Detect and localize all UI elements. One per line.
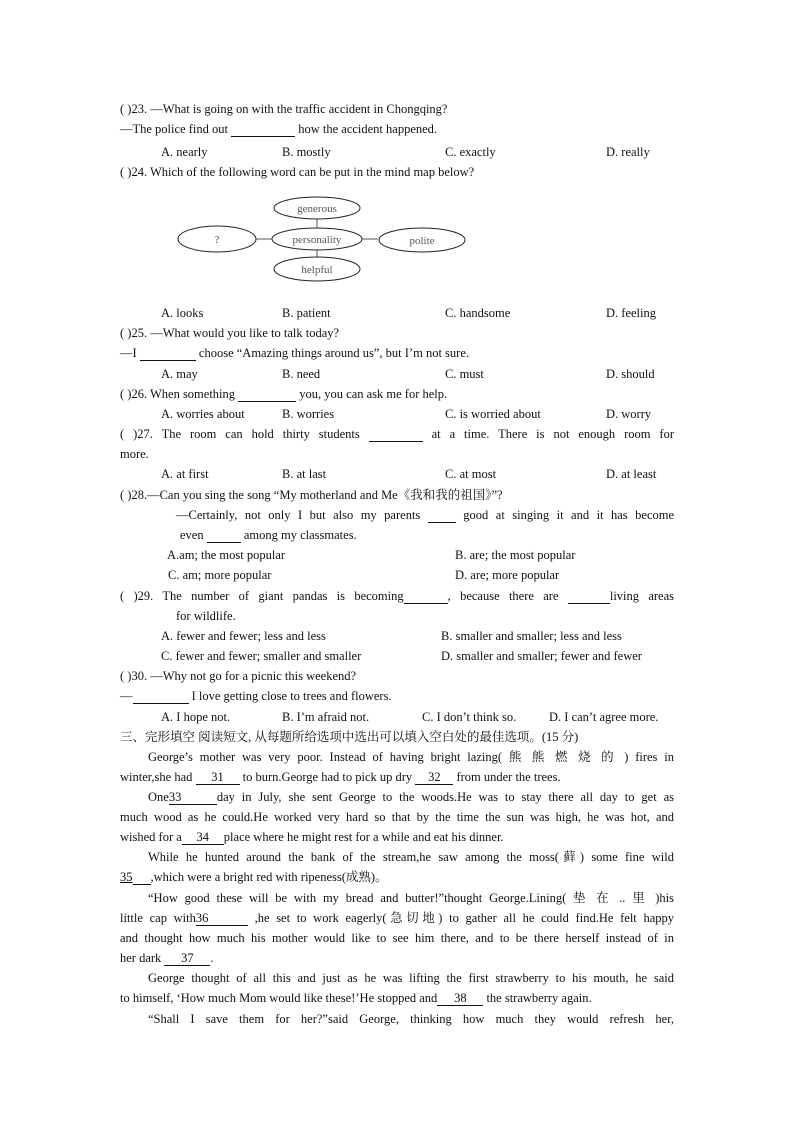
q27-option-c: C. at most — [445, 467, 497, 481]
q27-option-d: D. at least — [606, 467, 657, 481]
q24-option-c: C. handsome — [445, 306, 511, 320]
mind-map — [176, 193, 468, 283]
q30-reply-post: I love getting close to trees and flowers. — [191, 689, 392, 703]
q27-stem-cont: more. — [120, 447, 149, 461]
q28-reply-line1 — [176, 507, 674, 523]
passage-p1-line2-mid: to burn.George had to pick up dry — [242, 770, 413, 784]
q28-reply-line2 — [180, 527, 357, 543]
q29-stem-pre: ( )29. The number of giant pandas is becoming — [120, 589, 404, 603]
q27-blank — [369, 428, 423, 442]
passage-p4-line4-post: . — [210, 951, 214, 965]
passage-p1-line2-pre: winter,she had — [120, 770, 193, 784]
q29-option-b: B. smaller and smaller; less and less — [441, 629, 622, 643]
q30-option-d: D. I can’t agree more. — [549, 710, 659, 724]
blank-37: 37 — [164, 952, 210, 966]
q28-stem: ( )28.—Can you sing the song “My motherland and Me《我和我的祖国》”? — [120, 488, 503, 502]
mind-map-label-left: ? — [214, 234, 220, 246]
blank-35: 35 — [120, 870, 133, 884]
passage-p4-line4 — [120, 950, 214, 966]
q28-option-d: D. are; more popular — [455, 568, 560, 582]
q23-blank — [231, 123, 295, 137]
q30-stem: ( )30. —Why not go for a picnic this weekend? — [120, 669, 357, 683]
passage-p1-line1: George’s mother was very poor. Instead of having bright lazing( 熊 熊 燃 烧 的 ) fires in — [148, 750, 674, 764]
q29-option-c: C. fewer and fewer; smaller and smaller — [161, 649, 362, 663]
mind-map-label-top: generous — [297, 203, 337, 215]
q29-stem-cont: for wildlife. — [176, 609, 236, 623]
passage-p1-line2-post: from under the trees. — [456, 770, 561, 784]
q28-option-a: A.am; the most popular — [167, 548, 286, 562]
passage-p2-line1-post: day in July, she sent George to the woods.He was to stay there all day to get as — [216, 790, 674, 804]
blank-31: 31 — [196, 771, 240, 785]
passage-p4-line3: and thought how much his mother would like to see him there, and to be there herself instead of in — [120, 931, 674, 945]
passage-p2-line2: much wood as he could.He worked very hard so that by the time the sun was high, he was hot, and — [120, 810, 674, 824]
passage-p2-line1 — [148, 789, 674, 805]
passage-p3-line1: While he hunted around the bank of the stream,he saw among the moss(藓) some fine wild — [148, 850, 674, 864]
q28-reply2-pre: even — [180, 528, 204, 542]
q29-blank-1 — [404, 590, 448, 604]
q27-stem-pre: ( )27. The room can hold thirty students — [120, 427, 360, 441]
q23-reply — [120, 121, 437, 137]
q29-blank-2 — [568, 590, 610, 604]
passage-p4-line2-post: ,he set to work eagerly(急切地) to gather all he could find.He felt happy — [254, 911, 675, 925]
q30-blank — [133, 690, 189, 704]
passage-p3-line2-post: ,which were a bright red with ripeness(成熟)。 — [150, 870, 388, 884]
q24-stem: ( )24. Which of the following word can be put in the mind map below? — [120, 165, 475, 179]
q30-reply — [120, 688, 392, 704]
mind-map-label-center: personality — [292, 234, 342, 246]
q23-reply-post: how the accident happened. — [298, 122, 438, 136]
passage-p4-line2 — [120, 910, 674, 926]
q30-reply-pre: — — [120, 689, 133, 703]
q23-stem: ( )23. —What is going on with the traffic accident in Chongqing? — [120, 102, 448, 116]
blank-36: 36 — [196, 912, 248, 926]
q26-stem-pre: ( )26. When something — [120, 387, 236, 401]
q25-option-c: C. must — [445, 367, 484, 381]
q28-blank-1 — [428, 509, 456, 523]
blank-33: 33 — [169, 791, 217, 805]
passage-p6-line1: “Shall I save them for her?”said George, thinking how much they would refresh her, — [148, 1012, 674, 1026]
blank-35-line — [133, 871, 151, 885]
passage-p2-line1-pre: One — [148, 790, 169, 804]
passage-p5-line1: George thought of all this and just as he was lifting the first strawberry to his mouth, he said — [148, 971, 674, 985]
q27-stem — [120, 426, 674, 442]
q27-stem-post: at a time. There is not enough room for — [431, 427, 675, 441]
q30-option-b: B. I’m afraid not. — [282, 710, 370, 724]
q23-option-b: B. mostly — [282, 145, 331, 159]
q29-option-a: A. fewer and fewer; less and less — [161, 629, 326, 643]
q28-reply1-pre: —Certainly, not only I but also my parents — [176, 508, 421, 522]
q24-option-d: D. feeling — [606, 306, 656, 320]
q28-option-b: B. are; the most popular — [455, 548, 576, 562]
q28-reply1-post: good at singing it and it has become — [463, 508, 675, 522]
q25-reply — [120, 345, 469, 361]
q30-option-c: C. I don’t think so. — [422, 710, 517, 724]
q25-stem: ( )25. —What would you like to talk today? — [120, 326, 340, 340]
q26-stem — [120, 386, 447, 402]
q29-stem-mid: , because there are — [447, 589, 559, 603]
passage-p5-line2-post: the strawberry again. — [486, 991, 592, 1005]
q23-option-a: A. nearly — [161, 145, 208, 159]
q27-option-b: B. at last — [282, 467, 327, 481]
mind-map-label-bottom: helpful — [301, 264, 333, 276]
q29-stem-post: living areas — [609, 589, 675, 603]
passage-p2-line3-pre: wished for a — [120, 830, 182, 844]
q24-option-b: B. patient — [282, 306, 331, 320]
passage-p5-line2-pre: to himself, ‘How much Mom would like these!’He stopped and — [120, 991, 438, 1005]
blank-34: 34 — [182, 831, 224, 845]
q26-stem-post: you, you can ask me for help. — [299, 387, 448, 401]
q25-option-d: D. should — [606, 367, 655, 381]
q23-reply-pre: —The police find out — [120, 122, 228, 136]
q25-option-a: A. may — [161, 367, 198, 381]
q26-option-a: A. worries about — [161, 407, 245, 421]
q30-option-a: A. I hope not. — [161, 710, 231, 724]
q23-option-d: D. really — [606, 145, 650, 159]
q26-option-b: B. worries — [282, 407, 335, 421]
q28-option-c: C. am; more popular — [168, 568, 272, 582]
blank-32: 32 — [415, 771, 453, 785]
mind-map-label-right: polite — [409, 235, 435, 247]
q25-blank — [140, 347, 196, 361]
q25-reply-pre: —I — [120, 346, 137, 360]
q25-option-b: B. need — [282, 367, 321, 381]
passage-p4-line2-pre: little cap with — [120, 911, 196, 925]
passage-p3-line2 — [120, 869, 388, 885]
q26-blank — [238, 388, 296, 402]
q27-option-a: A. at first — [161, 467, 209, 481]
q26-option-c: C. is worried about — [445, 407, 541, 421]
q28-blank-2 — [207, 529, 241, 543]
blank-38: 38 — [437, 992, 483, 1006]
passage-p5-line2 — [120, 990, 592, 1006]
q23-option-c: C. exactly — [445, 145, 496, 159]
passage-p1-line2 — [120, 769, 561, 785]
q25-reply-post: choose “Amazing things around us”, but I’m not sure. — [198, 346, 470, 360]
section-3-heading: 三、完形填空 阅读短文, 从每题所给选项中选出可以填入空白处的最佳选项。(15 分) — [120, 730, 579, 744]
q26-option-d: D. worry — [606, 407, 652, 421]
passage-p2-line3-post: place where he might rest for a while and eat his dinner. — [223, 830, 504, 844]
passage-p4-line1: “How good these will be with my bread and butter!”thought George.Lining( 垫 在 .. 里 )his — [148, 891, 674, 905]
q24-option-a: A. looks — [161, 306, 204, 320]
passage-p4-line4-pre: her dark — [120, 951, 162, 965]
q29-stem — [120, 588, 674, 604]
q28-reply2-post: among my classmates. — [243, 528, 357, 542]
q29-option-d: D. smaller and smaller; fewer and fewer — [441, 649, 642, 663]
passage-p2-line3 — [120, 829, 504, 845]
